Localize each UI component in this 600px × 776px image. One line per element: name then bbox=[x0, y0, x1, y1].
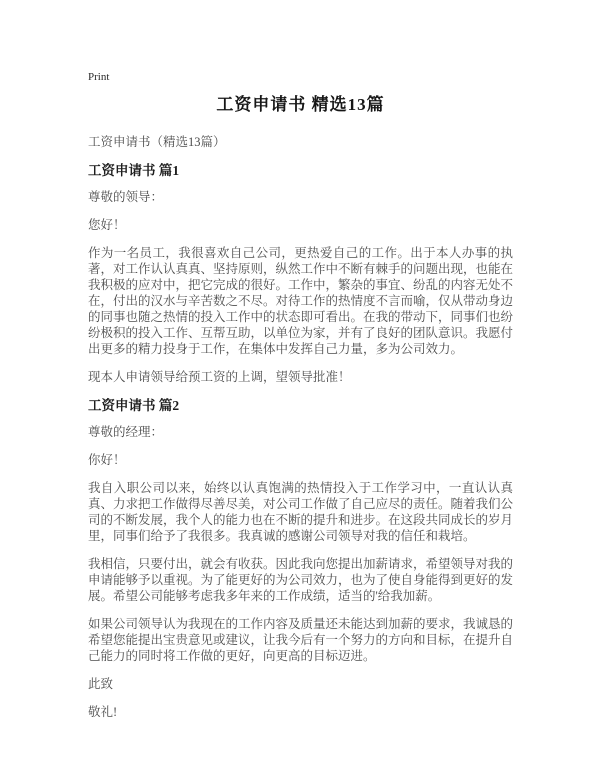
letter2-greeting: 你好！ bbox=[88, 453, 126, 467]
letter2-paragraph-2: 我相信，只要付出，就会有收获。因此我向您提出加薪请求，希望领导对我的申请能够予以重视。为了能更好的为公司效力，也为了使自身能得到更好的发展。希望公司能够考虑我多年来的工作成绩，适当的'给我加薪。 bbox=[88, 557, 514, 603]
section-heading-letter1: 工资申请书 篇1 bbox=[88, 163, 180, 178]
document-subtitle: 工资申请书（精选13篇） bbox=[88, 135, 226, 149]
letter2-paragraph-1: 我自入职公司以来，始终以认真饱满的热情投入于工作学习中，一直认认真真、力求把工作做得尽善尽美，对公司工作做了自己应尽的责任。随着我们公司的不断发展，我个人的能力也在不断的提升和进步。在这段共同成长的岁月里，同事们给予了我很多。我真诚的感谢公司领导对我的信任和栽培。 bbox=[88, 481, 514, 543]
letter1-greeting: 您好！ bbox=[88, 218, 126, 232]
print-button[interactable]: Print bbox=[88, 71, 110, 83]
letter2-paragraph-3: 如果公司领导认为我现在的工作内容及质量还未能达到加薪的要求，我诚恳的希望您能提出宝贵意见或建议，让我今后有一个努力的方向和目标，在提升自己能力的同时将工作做的更好，向更高的目标迈进。 bbox=[88, 617, 514, 663]
letter2-closing: 此致 bbox=[88, 677, 114, 691]
letter2-salute: 敬礼! bbox=[88, 705, 118, 719]
letter1-paragraph-2: 现本人申请领导给预工资的上调，望领导批准！ bbox=[88, 370, 351, 384]
letter1-salutation: 尊敬的领导： bbox=[88, 190, 164, 204]
section-heading-letter2: 工资申请书 篇2 bbox=[88, 398, 180, 413]
letter2-salutation: 尊敬的经理： bbox=[88, 425, 164, 439]
document-title: 工资申请书 精选13篇 bbox=[216, 95, 385, 114]
letter1-paragraph-1: 作为一名员工，我很喜欢自己公司，更热爱自己的工作。出于本人办事的执著，对工作认认真真、坚持原则，纵然工作中不断有棘手的问题出现，也能在我积极的应对中，把它完成的很好。工作中，繁杂的事宜、纷乱的内容无处不在，付出的汉水与辛苦数之不尽。对待工作的热情度不言而喻，仅从带动身边的同事也随之热情的投入工作中的状态即可看出。在我的带动下，同事们也纷纷极积的投入工作、互帮互助，以单位为家，并有了良好的团队意识。我愿付出更多的精力投身于工作，在集体中发挥自己力量，多为公司效力。 bbox=[88, 246, 514, 356]
